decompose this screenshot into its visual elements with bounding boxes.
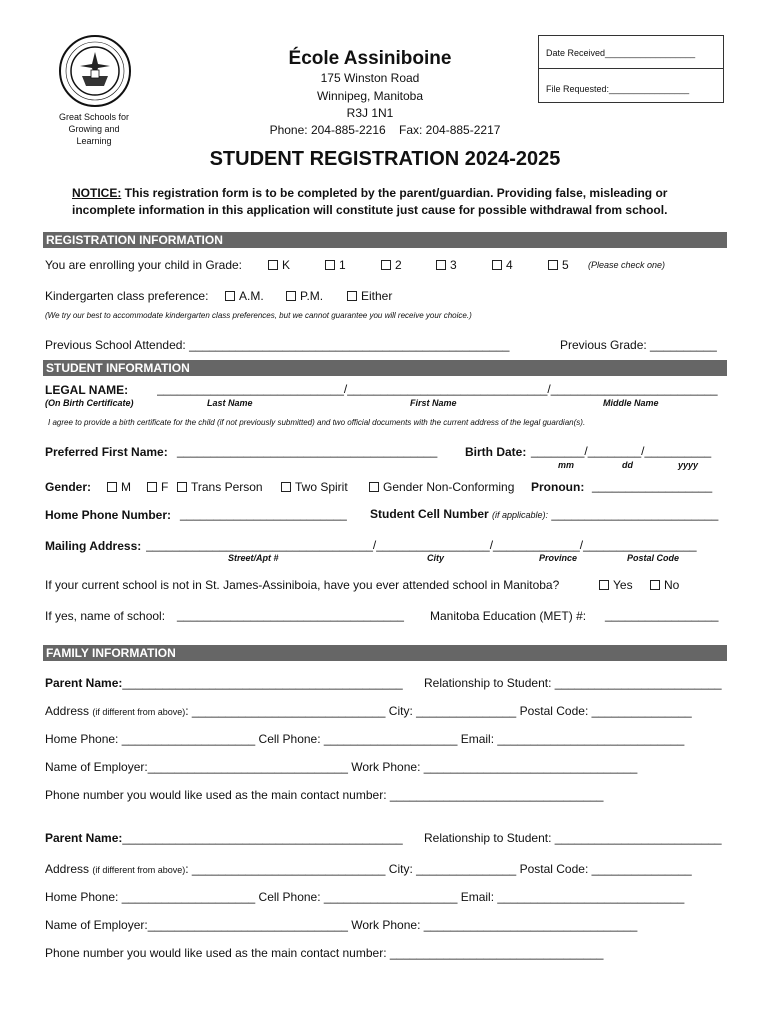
agree-statement: I agree to provide a birth certificate for the child (if not previously submitted) and two official documents with the current address of the legal guardian(s). [48,418,586,427]
parent-name-row[interactable]: Parent Name:__________________________________________ [45,676,403,690]
parent-name-row[interactable]: Parent Name:__________________________________________ [45,831,403,845]
relationship-field[interactable]: Relationship to Student: _________________________ [424,676,722,690]
school-seal [58,34,132,108]
registration-header: REGISTRATION INFORMATION [43,232,727,248]
attended-yes-checkbox[interactable]: Yes [599,578,633,592]
relationship-field[interactable]: Relationship to Student: _________________________ [424,831,722,845]
tagline: Great Schools for Growing and Learning [58,112,130,146]
school-postal: R3J 1N1 [346,106,394,120]
gender-trans-checkbox[interactable]: Trans Person [177,480,263,494]
dd-caption: dd [622,460,633,470]
grade-2-checkbox[interactable]: 2 [381,258,402,272]
student-header: STUDENT INFORMATION [43,360,727,376]
grade-5-checkbox[interactable]: 5 [548,258,569,272]
mailing-label: Mailing Address: [45,539,142,553]
family-header: FAMILY INFORMATION [43,645,727,661]
gender-f-checkbox[interactable]: F [147,480,168,494]
gender-m-checkbox[interactable]: M [107,480,131,494]
home-phone-field[interactable]: _________________________ [180,507,347,521]
gender-label: Gender: [45,480,92,494]
address-row[interactable]: Address (if different from above): _____________________________ City: _______________ Postal Code: _______________ [45,862,692,876]
form-title: STUDENT REGISTRATION 2024-2025 [209,148,561,170]
gender-two-spirit-checkbox[interactable]: Two Spirit [281,480,348,494]
preferred-name-field[interactable]: _______________________________________ [177,444,438,458]
pronoun-field[interactable]: __________________ [592,479,713,493]
kinder-either-checkbox[interactable]: Either [347,289,392,303]
home-phone-label: Home Phone Number: [45,508,172,522]
legal-name-label: LEGAL NAME: [45,383,129,397]
preferred-name-label: Preferred First Name: [45,445,168,459]
postal-code-caption: Postal Code [627,553,680,563]
mailing-field[interactable]: __________________________________/_________________/_____________/_________________ [146,538,697,552]
previous-school-field[interactable]: Previous School Attended: ________________________________________________ [45,338,510,352]
province-caption: Province [539,553,578,563]
grade-4-checkbox[interactable]: 4 [492,258,513,272]
phones-row[interactable]: Home Phone: ____________________ Cell Phone: ____________________ Email: ____________________________ [45,732,685,746]
first-name-caption: First Name [410,398,457,408]
city-caption: City [427,553,445,563]
met-field[interactable]: _________________ [605,608,719,622]
file-requested-field[interactable]: File Requested:________________ [546,84,690,94]
previous-grade-field[interactable]: Previous Grade: __________ [560,338,717,352]
notice: NOTICE: This registration form is to be completed by the parent/guardian. Providing false, misleading or [72,186,668,200]
middle-name-caption: Middle Name [603,398,659,408]
grade-label: You are enrolling your child in Grade: [45,258,243,272]
attended-no-checkbox[interactable]: No [650,578,679,592]
met-label: Manitoba Education (MET) #: [430,609,587,623]
birth-date-label: Birth Date: [465,445,527,459]
school-name: École Assiniboine [288,48,452,69]
school-address-2: Winnipeg, Manitoba [316,89,424,103]
notice-line-2: incomplete information in this application will constitute just cause for possible withdrawal from school. [72,203,668,217]
pronoun-label: Pronoun: [531,480,585,494]
grade-note: (Please check one) [588,260,666,270]
kinder-note: (We try our best to accommodate kindergarten class preferences, but we cannot guarantee you will receive your choice.) [45,311,472,320]
main-contact-row[interactable]: Phone number you would like used as the main contact number: ________________________________ [45,946,604,960]
grade-3-checkbox[interactable]: 3 [436,258,457,272]
employer-row[interactable]: Name of Employer:______________________________ Work Phone: ________________________________ [45,760,638,774]
phones-row[interactable]: Home Phone: ____________________ Cell Phone: ____________________ Email: ____________________________ [45,890,685,904]
kinder-am-checkbox[interactable]: A.M. [225,289,264,303]
if-yes-label: If yes, name of school: [45,609,166,623]
legal-name-field[interactable]: ____________________________/______________________________/_________________________ [157,382,718,396]
student-cell: Student Cell Number (if applicable): _________________________ [370,507,719,521]
school-phone-fax: Phone: 204-885-2216 Fax: 204-885-2217 [269,123,501,137]
gender-non-conforming-checkbox[interactable]: Gender Non-Conforming [369,480,514,494]
date-received-field[interactable]: Date Received__________________ [546,48,696,58]
employer-row[interactable]: Name of Employer:______________________________ Work Phone: ________________________________ [45,918,638,932]
attended-question: If your current school is not in St. James-Assiniboia, have you ever attended school in Manitoba? [45,578,560,592]
on-birth-certificate: (On Birth Certificate) [45,398,134,408]
birth-date-field[interactable]: ________/________/__________ [531,444,712,458]
mm-caption: mm [558,460,575,470]
last-name-caption: Last Name [207,398,253,408]
kinder-label: Kindergarten class preference: [45,289,209,303]
grade-1-checkbox[interactable]: 1 [325,258,346,272]
school-address-1: 175 Winston Road [320,71,420,85]
student-cell-field[interactable]: _________________________ [548,507,719,521]
kinder-pm-checkbox[interactable]: P.M. [286,289,323,303]
yyyy-caption: yyyy [678,460,699,470]
street-caption: Street/Apt # [228,553,279,563]
if-yes-field[interactable]: __________________________________ [177,608,404,622]
grade-k-checkbox[interactable]: K [268,258,290,272]
address-row[interactable]: Address (if different from above): _____________________________ City: _______________ Postal Code: _______________ [45,704,692,718]
main-contact-row[interactable]: Phone number you would like used as the main contact number: ________________________________ [45,788,604,802]
